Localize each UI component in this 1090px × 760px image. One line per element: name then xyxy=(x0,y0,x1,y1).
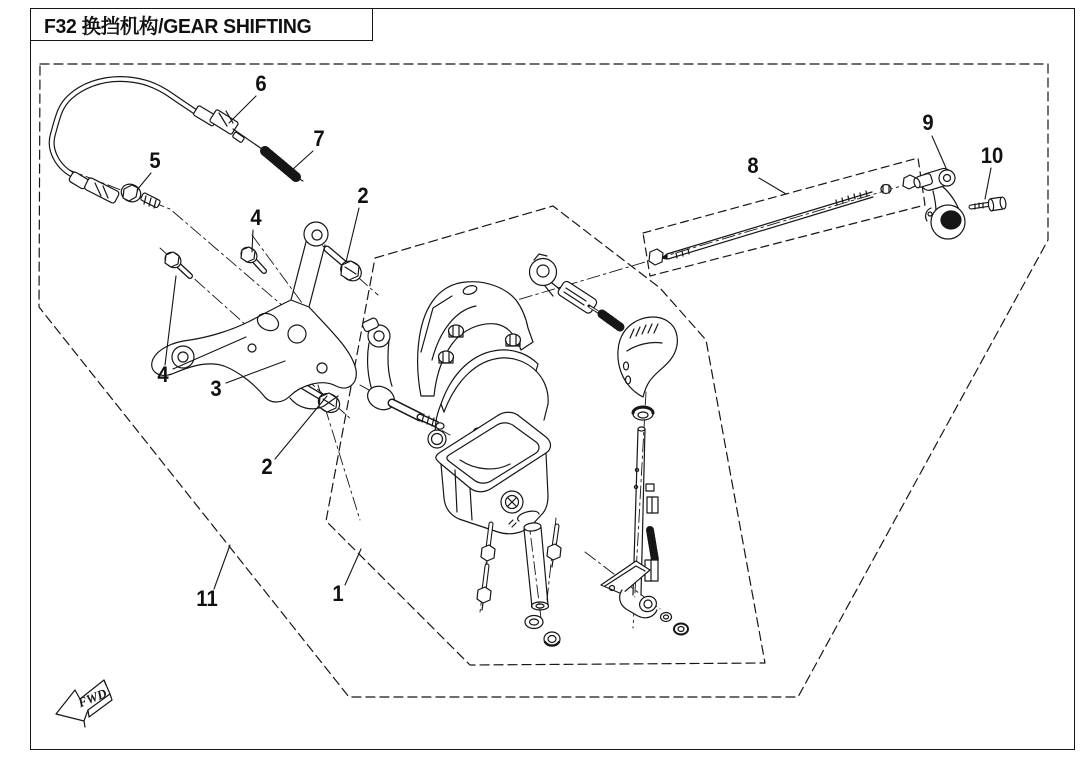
part-callout: 5 xyxy=(149,148,161,173)
part-callout: 11 xyxy=(196,586,218,611)
part-callout: 4 xyxy=(250,205,262,230)
part-callout: 1 xyxy=(332,581,344,606)
part-callout: 8 xyxy=(747,153,759,178)
part-callout: 2 xyxy=(261,454,273,479)
part-callout: 10 xyxy=(980,143,1004,168)
part-callout: 7 xyxy=(313,126,325,151)
part-callout: 3 xyxy=(210,376,222,401)
fwd-arrow-label: FWD xyxy=(75,685,109,711)
page-border xyxy=(30,8,1075,750)
part-callout: 4 xyxy=(157,362,169,387)
part-callout: 6 xyxy=(255,71,267,96)
part-callout: 9 xyxy=(922,110,934,135)
part-callout: 2 xyxy=(357,183,369,208)
page-title: F32 换挡机构/GEAR SHIFTING xyxy=(44,16,312,38)
title-box xyxy=(30,8,373,41)
